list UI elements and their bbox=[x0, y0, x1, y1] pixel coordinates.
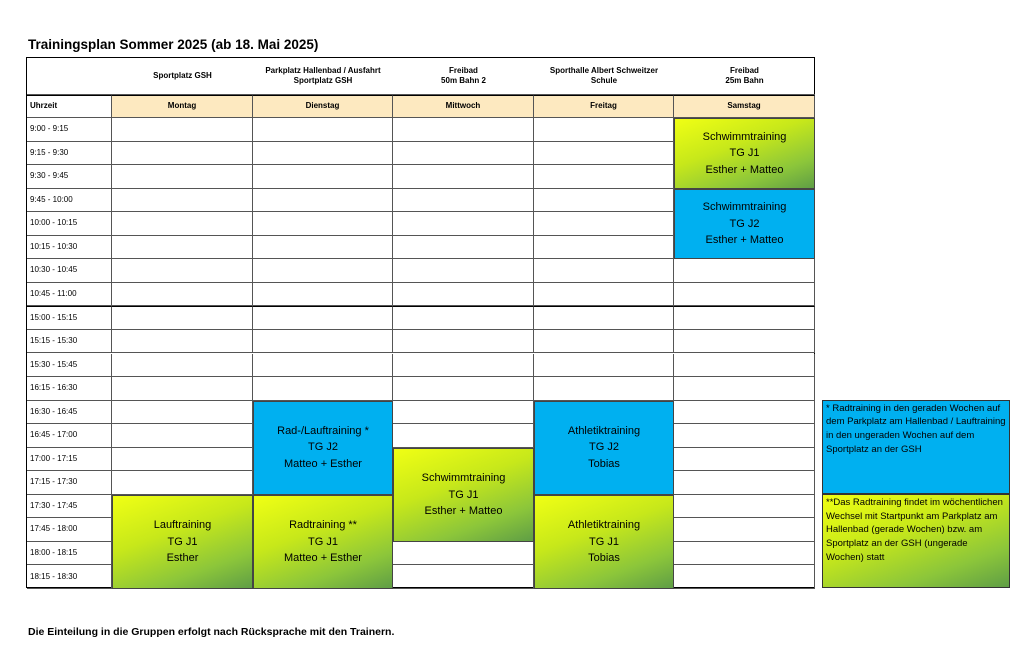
time-slot: 16:15 - 16:30 bbox=[27, 377, 112, 401]
schedule-cell bbox=[534, 283, 674, 307]
schedule-cell bbox=[534, 236, 674, 260]
session-block bbox=[112, 495, 253, 589]
schedule-cell bbox=[253, 118, 393, 142]
schedule-cell bbox=[112, 354, 253, 378]
time-slot: 15:30 - 15:45 bbox=[27, 354, 112, 378]
schedule-cell bbox=[674, 565, 815, 589]
session-line: Schwimmtraining bbox=[421, 472, 506, 485]
session-line: Matteo + Esther bbox=[284, 457, 362, 470]
schedule-cell bbox=[112, 424, 253, 448]
schedule-cell bbox=[393, 189, 534, 213]
time-slot: 10:30 - 10:45 bbox=[27, 259, 112, 283]
schedule-cell bbox=[674, 448, 815, 472]
schedule-cell bbox=[253, 377, 393, 401]
venue-header bbox=[27, 58, 112, 95]
schedule-cell bbox=[674, 283, 815, 307]
day-header: Dienstag bbox=[253, 95, 393, 118]
venue-line: Schule bbox=[590, 76, 618, 85]
footer-note: Die Einteilung in die Gruppen erfolgt nach Rücksprache mit den Trainern. bbox=[28, 626, 395, 638]
schedule-cell bbox=[534, 212, 674, 236]
schedule-cell bbox=[534, 189, 674, 213]
venue-header bbox=[674, 58, 815, 95]
day-header: Mittwoch bbox=[393, 95, 534, 118]
session-line: TG J1 bbox=[448, 488, 479, 501]
schedule-cell bbox=[393, 165, 534, 189]
schedule-cell bbox=[674, 330, 815, 354]
venue-line: Parkplatz Hallenbad / Ausfahrt bbox=[265, 65, 381, 75]
session-line: Athletiktraining bbox=[567, 424, 641, 437]
session-line: Rad-/Lauftraining * bbox=[277, 424, 369, 437]
session-line: Schwimmtraining bbox=[702, 201, 787, 214]
schedule-cell bbox=[112, 212, 253, 236]
schedule-cell bbox=[393, 401, 534, 425]
schedule-cell bbox=[112, 259, 253, 283]
time-slot: 17:45 - 18:00 bbox=[27, 518, 112, 542]
time-slot: 9:15 - 9:30 bbox=[27, 142, 112, 166]
schedule-cell bbox=[253, 236, 393, 260]
session-line: Esther + Matteo bbox=[424, 505, 503, 518]
schedule-cell bbox=[393, 354, 534, 378]
venue-line: 50m Bahn 2 bbox=[441, 76, 486, 85]
time-slot: 15:00 - 15:15 bbox=[27, 306, 112, 330]
session-line: Esther + Matteo bbox=[705, 234, 784, 247]
schedule-cell bbox=[674, 401, 815, 425]
session-line: TG J2 bbox=[308, 441, 338, 454]
schedule-cell bbox=[112, 165, 253, 189]
schedule-cell bbox=[674, 471, 815, 495]
session-line: TG J1 bbox=[729, 147, 760, 160]
schedule-cell bbox=[393, 377, 534, 401]
schedule-cell bbox=[674, 542, 815, 566]
venue-header bbox=[534, 58, 674, 95]
schedule-cell bbox=[674, 495, 815, 519]
schedule-cell bbox=[674, 518, 815, 542]
time-slot: 17:00 - 17:15 bbox=[27, 448, 112, 472]
schedule-cell bbox=[253, 142, 393, 166]
schedule-cell bbox=[393, 118, 534, 142]
time-slot: 17:15 - 17:30 bbox=[27, 471, 112, 495]
venue-header bbox=[253, 58, 393, 95]
schedule-cell bbox=[534, 377, 674, 401]
schedule-cell bbox=[112, 330, 253, 354]
session-line: Tobias bbox=[588, 552, 620, 565]
day-header: Freitag bbox=[534, 95, 674, 118]
time-slot: 10:00 - 10:15 bbox=[27, 212, 112, 236]
schedule-cell bbox=[253, 165, 393, 189]
time-header: Uhrzeit bbox=[27, 95, 112, 118]
session-line: Tobias bbox=[588, 457, 620, 470]
schedule-cell bbox=[674, 306, 815, 330]
schedule-cell bbox=[112, 448, 253, 472]
session-line: TG J1 bbox=[308, 535, 338, 548]
session-block bbox=[534, 495, 674, 589]
session-block bbox=[253, 495, 393, 589]
venue-header bbox=[393, 58, 534, 95]
session-line: TG J1 bbox=[167, 535, 198, 548]
schedule-cell bbox=[112, 142, 253, 166]
session-line: Lauftraining bbox=[153, 519, 212, 532]
schedule-cell bbox=[112, 471, 253, 495]
session-block bbox=[253, 401, 393, 495]
venue-header bbox=[112, 58, 253, 95]
schedule-cell bbox=[253, 306, 393, 330]
session-line: TG J2 bbox=[589, 441, 619, 454]
session-line: TG J1 bbox=[589, 535, 619, 548]
schedule-cell bbox=[112, 189, 253, 213]
venue-line: Sportplatz GSH bbox=[153, 70, 212, 80]
session-line: Schwimmtraining bbox=[702, 130, 787, 143]
venue-line: Freibad bbox=[449, 65, 478, 75]
schedule-cell bbox=[674, 377, 815, 401]
time-slot: 18:15 - 18:30 bbox=[27, 565, 112, 589]
time-slot: 9:00 - 9:15 bbox=[27, 118, 112, 142]
time-slot: 18:00 - 18:15 bbox=[27, 542, 112, 566]
schedule-cell bbox=[534, 259, 674, 283]
schedule-cell bbox=[674, 259, 815, 283]
schedule-cell bbox=[534, 142, 674, 166]
schedule-cell bbox=[393, 306, 534, 330]
footnote-box: * Radtraining in den geraden Wochen auf dem Parkplatz am Hallenbad / Lauftraining in den ungeraden Wochen auf dem Sportplatz an der GSH bbox=[822, 400, 1010, 494]
session-block bbox=[393, 448, 534, 542]
page-title: Trainingsplan Sommer 2025 (ab 18. Mai 2025) bbox=[28, 37, 319, 52]
day-header: Samstag bbox=[674, 95, 815, 118]
session-line: Matteo + Esther bbox=[284, 552, 362, 565]
schedule-cell bbox=[534, 118, 674, 142]
time-slot: 16:30 - 16:45 bbox=[27, 401, 112, 425]
schedule-cell bbox=[393, 212, 534, 236]
schedule-cell bbox=[112, 283, 253, 307]
schedule-cell bbox=[253, 259, 393, 283]
schedule-cell bbox=[112, 118, 253, 142]
schedule-cell bbox=[112, 401, 253, 425]
schedule-cell bbox=[253, 330, 393, 354]
schedule-cell bbox=[393, 424, 534, 448]
venue-line: Sportplatz GSH bbox=[293, 76, 353, 85]
schedule-cell bbox=[534, 354, 674, 378]
session-block bbox=[674, 118, 815, 189]
venue-line: 25m Bahn bbox=[725, 76, 764, 85]
session-line: Radtraining ** bbox=[289, 519, 357, 532]
venue-line: Sporthalle Albert Schweitzer bbox=[549, 65, 659, 75]
schedule-cell bbox=[112, 377, 253, 401]
time-slot: 10:15 - 10:30 bbox=[27, 236, 112, 260]
schedule-cell bbox=[393, 565, 534, 589]
schedule-cell bbox=[112, 306, 253, 330]
time-slot: 17:30 - 17:45 bbox=[27, 495, 112, 519]
time-slot: 9:30 - 9:45 bbox=[27, 165, 112, 189]
session-line: Esther + Matteo bbox=[705, 163, 784, 176]
schedule-cell bbox=[393, 330, 534, 354]
session-line: Athletiktraining bbox=[567, 519, 641, 532]
time-slot: 9:45 - 10:00 bbox=[27, 189, 112, 213]
schedule-cell bbox=[253, 354, 393, 378]
day-header: Montag bbox=[112, 95, 253, 118]
schedule-cell bbox=[253, 189, 393, 213]
session-block bbox=[534, 401, 674, 495]
schedule-cell bbox=[674, 354, 815, 378]
time-slot: 16:45 - 17:00 bbox=[27, 424, 112, 448]
schedule-cell bbox=[393, 259, 534, 283]
schedule-cell bbox=[534, 330, 674, 354]
schedule-cell bbox=[393, 542, 534, 566]
schedule-cell bbox=[534, 165, 674, 189]
time-slot: 10:45 - 11:00 bbox=[27, 283, 112, 307]
footnote-box: **Das Radtraining findet im wöchentlichen Wechsel mit Startpunkt am Parkplatz am Hallenbad (gerade Wochen) bzw. am Sportplatz an der GSH (ungerade Wochen) statt bbox=[822, 494, 1010, 588]
schedule-cell bbox=[393, 236, 534, 260]
session-line: TG J2 bbox=[729, 217, 760, 230]
schedule-cell bbox=[253, 283, 393, 307]
time-slot: 15:15 - 15:30 bbox=[27, 330, 112, 354]
schedule-table bbox=[26, 57, 815, 588]
schedule-cell bbox=[112, 236, 253, 260]
schedule-cell bbox=[674, 424, 815, 448]
schedule-cell bbox=[393, 142, 534, 166]
schedule-cell bbox=[393, 283, 534, 307]
session-block bbox=[674, 189, 815, 260]
session-line: Esther bbox=[166, 552, 199, 565]
schedule-cell bbox=[253, 212, 393, 236]
venue-line: Freibad bbox=[730, 65, 759, 75]
schedule-cell bbox=[534, 306, 674, 330]
